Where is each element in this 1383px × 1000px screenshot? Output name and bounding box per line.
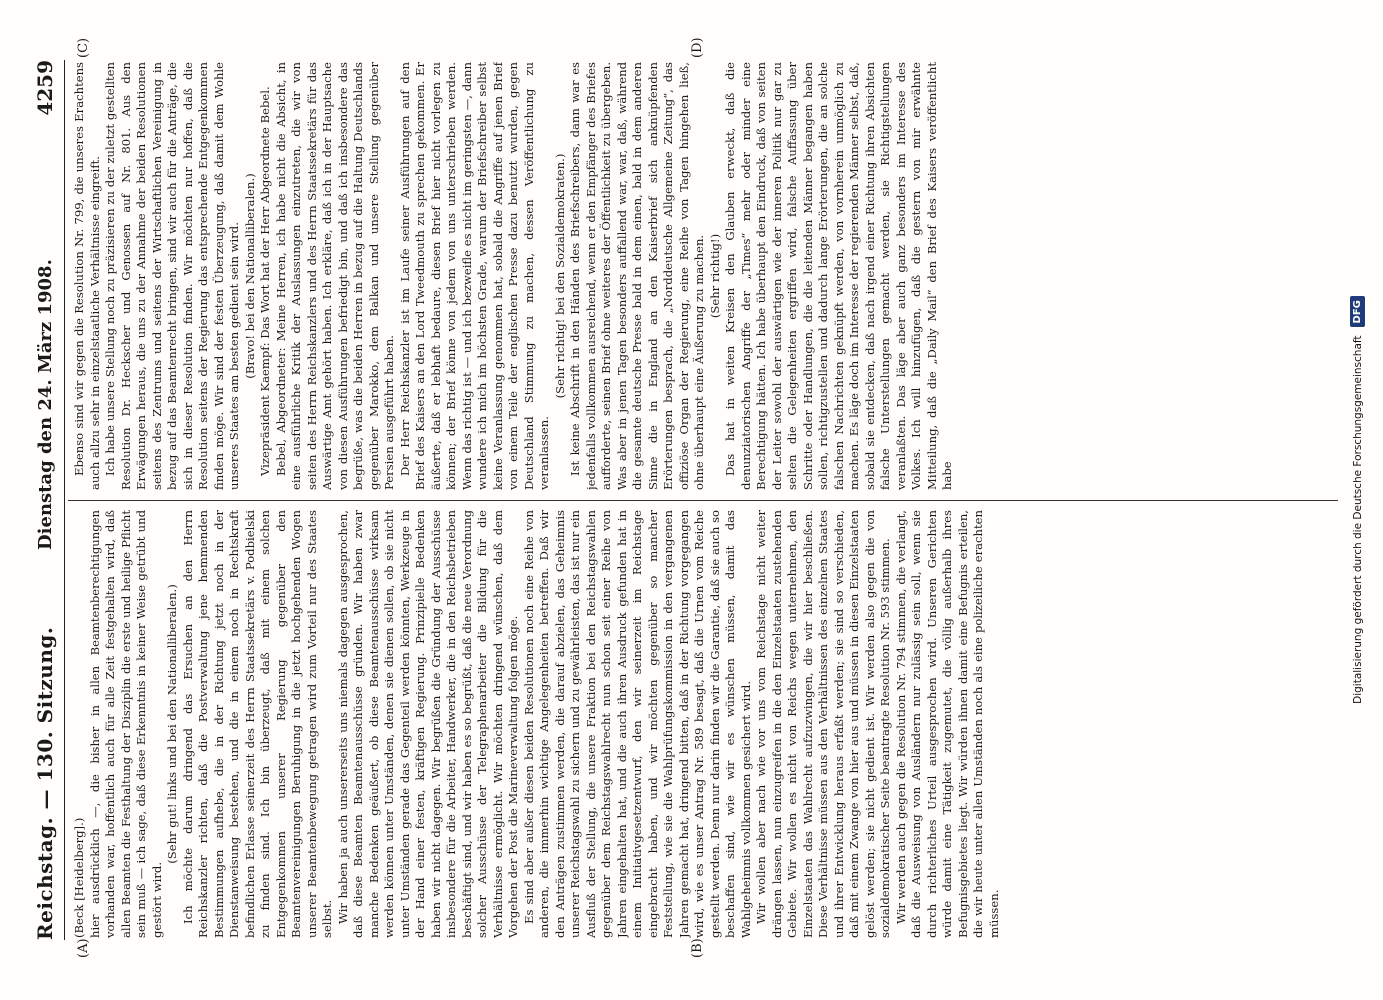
paragraph: Wir werden auch gegen die Resolution Nr. 794 stimmen, die verlangt, daß die Ausweisung von Ausländern nur zulässig sein soll, wenn sie durch richterliches Urteil ausgesprochen wird. Unseren Gerichten würde damit eine Tätigkeit zugemutet, die völlig außerhalb ihres Befugnisgebietes liegt. Wir würden ihnen damit eine Befugnis erteilen, die wir heute unter allen Umständen noch als eine polizeiliche erachten müssen. xyxy=(893,510,1001,938)
margin-marker-b: (B) xyxy=(690,938,705,958)
header-rule xyxy=(64,60,65,940)
digitization-credit xyxy=(1350,0,1365,1000)
interjection: (Sehr richtig!) xyxy=(707,233,722,319)
margin-marker-c: (C) xyxy=(76,37,91,58)
interjection: (Sehr gut! links und bei den Nationalliberalen.) xyxy=(165,584,179,864)
paragraph: Bebel, Abgeordneter: Meine Herren, ich habe nicht die Absicht, in eine ausführliche Kritik der Auslassungen einzutreten, die wir von seiten des Herrn Reichskanzlers und des Herrn Staatssekretärs für das Auswärtige Amt gehört haben. Ich erkläre, daß ich in der Hauptsache von diesen Ausführungen befriedigt bin, und daß ich insbesondere das begrüße, was die beiden Herren in bezug auf die Haltung Deutschlands gegenüber Marokko, dem Balkan und unsere Stellung gegenüber Persien ausgeführt haben. xyxy=(273,62,396,490)
paragraph: Wir haben ja auch unsererseits uns niemals dagegen ausgesprochen, daß diese Beamten Beamtenausschüsse gründen. Wir haben zwar manche Bedenken geäußert, ob diese Beamtenausschüsse wirksam werden können unter Umständen, denen sie dienen sollen, ob sie nicht unter Umständen gerade das Gegenteil werden könnten, Werkzeuge in der Hand einer festen, kräftigen Regierung. Prinzipielle Bedenken haben wir nicht dagegen. Wir begrüßen die Gründung der Ausschüsse insbesondere für die Arbeiter, Handwerker, die in den Reichsbetrieben beschäftigt sind, und wir haben es so begrüßt, daß die neue Verordnung solcher Ausschüsse der Telegraphenarbeiter die Bildung für die Verhältnisse ermöglicht. Wir möchten dringend wünschen, daß dem Vorgehen der Post die Marineverwaltung folgen möge. xyxy=(335,510,520,938)
paragraph: Ist keine Abschrift in den Händen des Briefschreibers, dann war es jedenfalls vollkommen ausreichend, wenn er den Empfänger des Briefes aufforderte, seinen Brief ohne weiteres der Öffentlichkeit zu übergeben. Was aber in jenen Tagen besonders auffallend war, war, daß, während die gesamte deutsche Presse bald in dem einen, bald in dem anderen Sinne die in England an den Kaiserbrief sich anknüpfenden Erörterungen besprach, die „Norddeutsche Allgemeine Zeitung“, das offiziöse Organ der Regierung, eine Reihe von Tagen hingehen ließ, ohne überhaupt eine Äußerung zu machen. xyxy=(568,62,706,490)
paragraph: Das hat in weiten Kreisen den Glauben erweckt, daß die denunziatorischen Angriffe der „Times“ mehr oder minder eine Berechtigung hätten. Ich habe überhaupt den Eindruck, daß von seiten der Leiter sowohl der auswärtigen wie der inneren Politik nur gar zu selten die Gelegenheiten ergriffen wird, falsche Auffassung über Schritte oder Handlungen, die die leitenden Männer begangen haben sollen, richtigzustellen und dadurch lange Erörterungen, die an solche falschen Nachrichten geknüpft werden, von vornherein unmöglich zu machen. Es läge doch im Interesse der regierenden Männer selbst, daß, sobald sie entdecken, daß nach irgend einer Richtung ihren Absichten falsche Unterstellungen gemacht werden, sie Richtigstellungen veranlaßten. Das läge aber auch ganz besonders im Interesse des Volkes. Ich will hinzufügen, daß die gestern von mir erwähnte Mitteilung, daß die „Daily Mail“ den Brief des Kaisers veröffentlicht habe xyxy=(723,62,954,490)
speaker-intro: Vizepräsident Kaempf: Das Wort hat der Herr Abgeordnete Bebel. xyxy=(258,86,272,476)
page-header xyxy=(30,60,60,940)
paragraph: Der Herr Reichskanzler ist im Laufe seiner Ausführungen auf den Brief des Kaisers an den Lord Tweedmouth zu sprechen gekommen. Er äußerte, daß er lebhaft bedaure, diesen Brief hier nicht vorlegen zu können; der Brief könne von jedem von uns unterschrieben werden. Wenn das richtig ist — und ich bezweifle es nicht im geringsten —, dann wundere ich mich im höchsten Grade, warum der Briefschreiber selbst keine Veranlassung genommen hat, sobald die Angriffe auf jenen Brief von einem Teile der englischen Presse dazu benutzt wurden, gegen Deutschland Stimmung zu machen, dessen Veröffentlichung zu veranlassen. xyxy=(397,62,551,490)
interjection: (Bravo! bei den Nationalliberalen.) xyxy=(242,173,257,379)
paragraph: Ich habe unsere Stellung noch zu präzisieren zu der zuletzt gestellten Resolution Dr. Heckscher und Genossen auf Nr. 801. Aus den Erwägungen heraus, die uns zu der Annahme der beiden Resolutionen seitens des Zentrums und seitens der Wirtschaftlichen Vereinigung in bezug auf das Beamtenrecht bringen, sind wir auch für die Anträge, die sich in dieser Resolution finden. Wir möchten nur hoffen, daß die Resolution seitens der Regierung das entsprechende Entgegenkommen finden möge. Wir sind der festen Überzeugung, daß damit dem Wohle unseres Staates am besten gedient sein wird. xyxy=(103,62,241,490)
paragraph: Ich möchte darum dringend das Ersuchen an den Herrn Reichskanzler richten, daß die Postverwaltung jene hemmenden Bestimmungen aufhebe, die in der Richtung jetzt noch in der Dienstanweisung bestehen, und die in einem noch in Rechtskraft befindlichen Erlasse seinerzeit des Herrn Staatssekretärs v. Podbielski zu finden sind. Ich bin überzeugt, daß mit einem solchen Entgegenkommen unserer Regierung gegenüber den Beamtenvereinigungen Beruhigung in die jetzt hochgehenden Wogen unserer Beamtenbewegung getragen wird zum Vorteil nur des Staates selbst. xyxy=(180,510,334,938)
page-number: 4259 xyxy=(33,60,57,116)
header-session-title: Reichstag. — 130. Sitzung. xyxy=(33,626,57,940)
interjection: (Sehr richtig! bei den Sozialdemokraten.) xyxy=(552,153,567,399)
speaker-tag: (Beck [Heidelberg].) xyxy=(72,817,86,938)
dfg-logo: DFG xyxy=(1350,296,1365,327)
right-column xyxy=(72,62,1332,490)
paragraph: hier ausdrücklich —, die bisher in allen Beamtenberechtigungen vorhanden war, hoffentlich auch für alle Zeit festgehalten wird, daß allen Beamten die Festhaltung der Disziplin die erste und heilige Pflicht sein muß — ich sage, daß diese Erkenntnis in keiner Weise getrübt und gestört wird. xyxy=(87,510,164,938)
credit-text: Digitalisierung gefördert durch die Deutsche Forschungsgemeinschaft xyxy=(1351,335,1364,704)
header-date: Dienstag den 24. März 1908. xyxy=(34,259,56,550)
left-column xyxy=(72,510,1332,938)
column-divider xyxy=(68,500,1338,501)
paragraph: Es sind aber außer diesen beiden Resolutionen noch eine Reihe von anderen, die immerhin wichtige Angelegenheiten betreffen. Daß wir den Anträgen zustimmen werden, die darauf abzielen, das Geheimnis unserer Reichstagswahl zu sichern und zu gewährleisten, das ist nur ein Ausfluß der Stellung, die unsere Fraktion bei den Reichstagswahlen gegenüber dem Reichstagswahlrecht nun schon seit einer Reihe von Jahren eingehalten hat, und die auch ihren Ausdruck gefunden hat in einem Initiativgesetzentwurf, den wir seinerzeit im Reichstage eingebracht haben, und wir möchten gegenüber so mancher Feststellung, wie sie die Wahlprüfungskommission in den vergangenen Jahren gemacht hat, dringend bitten, daß in der Richtung vorgegangen wird, wie es unser Antrag Nr. 589 besagt, daß die Urnen vom Reiche gestellt werden. Denn nur darin finden wir die Garantie, daß sie auch so beschaffen sind, wie wir es wünschen müssen, damit das Wahlgeheimnis vollkommen gesichert wird. xyxy=(521,510,753,938)
margin-marker-a: (A) xyxy=(76,938,91,958)
paragraph: Ebenso sind wir gegen die Resolution Nr. 799, die unseres Erachtens auch allzu sehr in einzelstaatliche Verhältnisse eingreift. xyxy=(72,62,102,490)
margin-marker-d: (D) xyxy=(690,37,705,58)
paragraph: Wir wollen aber nach wie vor uns vom Reichstage nicht weiter drängen lassen, nun einzugreifen in die den Einzelstaaten zustehenden Gebiete. Wir wollen es nicht von Reichs wegen unternehmen, den Einzelstaaten das Wahlrecht aufzuzwingen, die wir hier beschließen. Diese Verhältnisse müssen aus den Verhältnissen des einzelnen Staates und ihrer Entwicklung heraus erfaßt werden; sie sind so verschieden, daß mit einem Zwange von hier aus und müssen in diesen Einzelstaaten gelöst werden; sie nicht gedient ist. Wir werden also gegen die von sozialdemokratischer Seite beantragte Resolution Nr. 593 stimmen. xyxy=(754,510,892,938)
